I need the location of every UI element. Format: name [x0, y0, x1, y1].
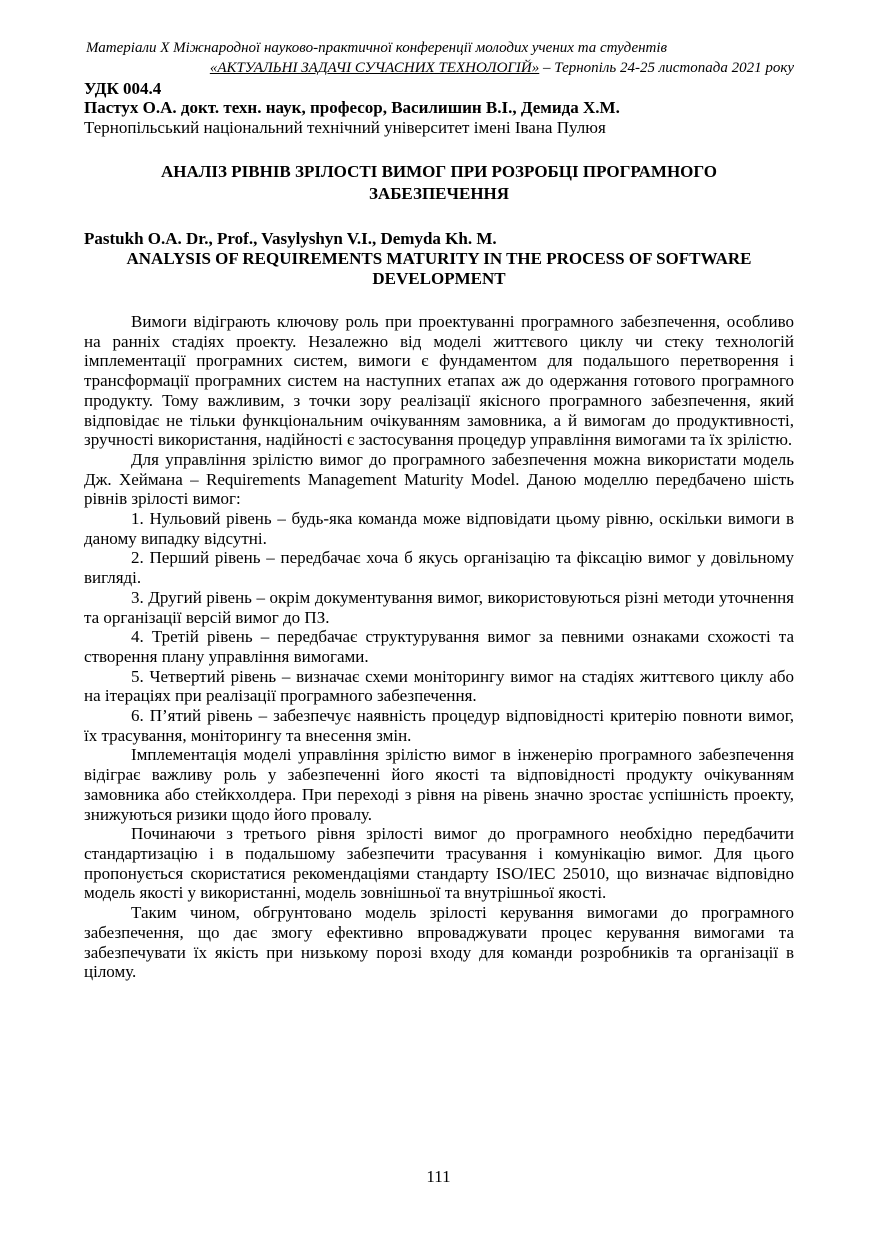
- paragraph: Таким чином, обгрунтовано модель зрілості керування вимогами до програмного забезпечення, що дає змогу ефективно впроваджувати процес керування вимогами та забезпечувати їх якість при низькому порозі входу для команди розробників та організації в цілому.: [84, 903, 794, 982]
- paragraph: Вимоги відіграють ключову роль при проектуванні програмного забезпечення, особливо на ранніх стадіях проекту. Незалежно від моделі життєвого циклу чи стеку технологій імплементації програмних систем, вимоги є фундаментом для подальшого перетворення і трансформації програмних систем на наступних етапах аж до одержання готового програмного продукту. Тому важливим, з точки зору реалізації якісного програмного забезпечення, який відповідає не тільки функціональним очікуванням замовника, а й вимогам до продуктивності, зручності використання, надійності є застосування процедур управління вимогами та їх зрілістю.: [84, 312, 794, 450]
- conference-header: [84, 38, 794, 78]
- paragraph: Для управління зрілістю вимог до програмного забезпечення можна використати модель Дж. Хеймана – Requirements Management Maturity Model. Даною моделлю передбачено шість рівнів зрілості вимог:: [84, 449, 794, 509]
- list-item: 5. Четвертий рівень – визначає схеми моніторингу вимог на стадіях життєвого циклу або на ітераціях при реалізації програмного забезпечення.: [84, 666, 794, 706]
- list-item: 2. Перший рівень – передбачає хоча б якусь організацію та фіксацію вимог у довільному вигляді.: [84, 548, 794, 588]
- authors-uk: Пастух О.А. докт. техн. наук, професор, Василишин В.І., Демида Х.М.: [84, 98, 620, 117]
- list-item: 3. Другий рівень – окрім документування вимог, використовуються різні методи уточнення та організації версій вимог до ПЗ.: [84, 587, 794, 627]
- paper-body: [84, 312, 794, 982]
- conference-header-line2: [84, 58, 794, 78]
- paper-title-uk: АНАЛІЗ РІВНІВ ЗРІЛОСТІ ВИМОГ ПРИ РОЗРОБЦІ ПРОГРАМНОГО ЗАБЕЗПЕЧЕННЯ: [160, 162, 718, 203]
- conference-name: «АКТУАЛЬНІ ЗАДАЧІ СУЧАСНИХ ТЕХНОЛОГІЙ»: [209, 60, 540, 76]
- paragraph: Імплементація моделі управління зрілістю вимог в інженерію програмного забезпечення відіграє важливу роль у забезпеченні його якості та відповідності продукту очікуванням замовника або стейкхолдера. При переході з рівня на рівень значно зростає успішність проекту, знижуються ризики щодо його провалу.: [84, 745, 794, 824]
- udk-code: УДК 004.4: [84, 79, 162, 98]
- page-number: 111: [426, 1167, 451, 1186]
- list-item: 4. Третій рівень – передбачає структурування вимог за певними ознаками схожості та створення плану управління вимогами.: [84, 627, 794, 666]
- conference-place-date: – Тернопіль 24-25 листопада 2021 року: [539, 60, 794, 76]
- paragraph: Починаючи з третього рівня зрілості вимог до програмного необхідно передбачити стандартизацію і в подальшому забезпечити трасування і комунікацію вимог. Для цього пропонується скористатися рекомендаціями стандарту ISO/IEC 25010, що визначає відповідно модель якості у використанні, модель зовнішньої та внутрішньої якості.: [84, 824, 794, 903]
- paper-title-en: ANALYSIS OF REQUIREMENTS MATURITY IN THE PROCESS OF SOFTWARE DEVELOPMENT: [126, 249, 752, 288]
- list-item: 6. П’ятий рівень – забезпечує наявність процедур відповідності критерію повноти вимог, їх трасування, моніторингу та внесення змін.: [84, 706, 794, 745]
- authors-en: Pastukh O.A. Dr., Prof., Vasylyshyn V.I., Demyda Kh. M.: [84, 229, 497, 248]
- affiliation: Тернопільський національний технічний університет імені Івана Пулюя: [84, 118, 606, 137]
- paper-page: [84, 38, 794, 982]
- list-item: 1. Нульовий рівень – будь-яка команда може відповідати цьому рівню, оскільки вимоги в даному випадку відсутні.: [84, 509, 794, 548]
- conference-header-line1: Матеріали Х Міжнародної науково-практичної конференції молодих учених та студентів: [86, 40, 668, 56]
